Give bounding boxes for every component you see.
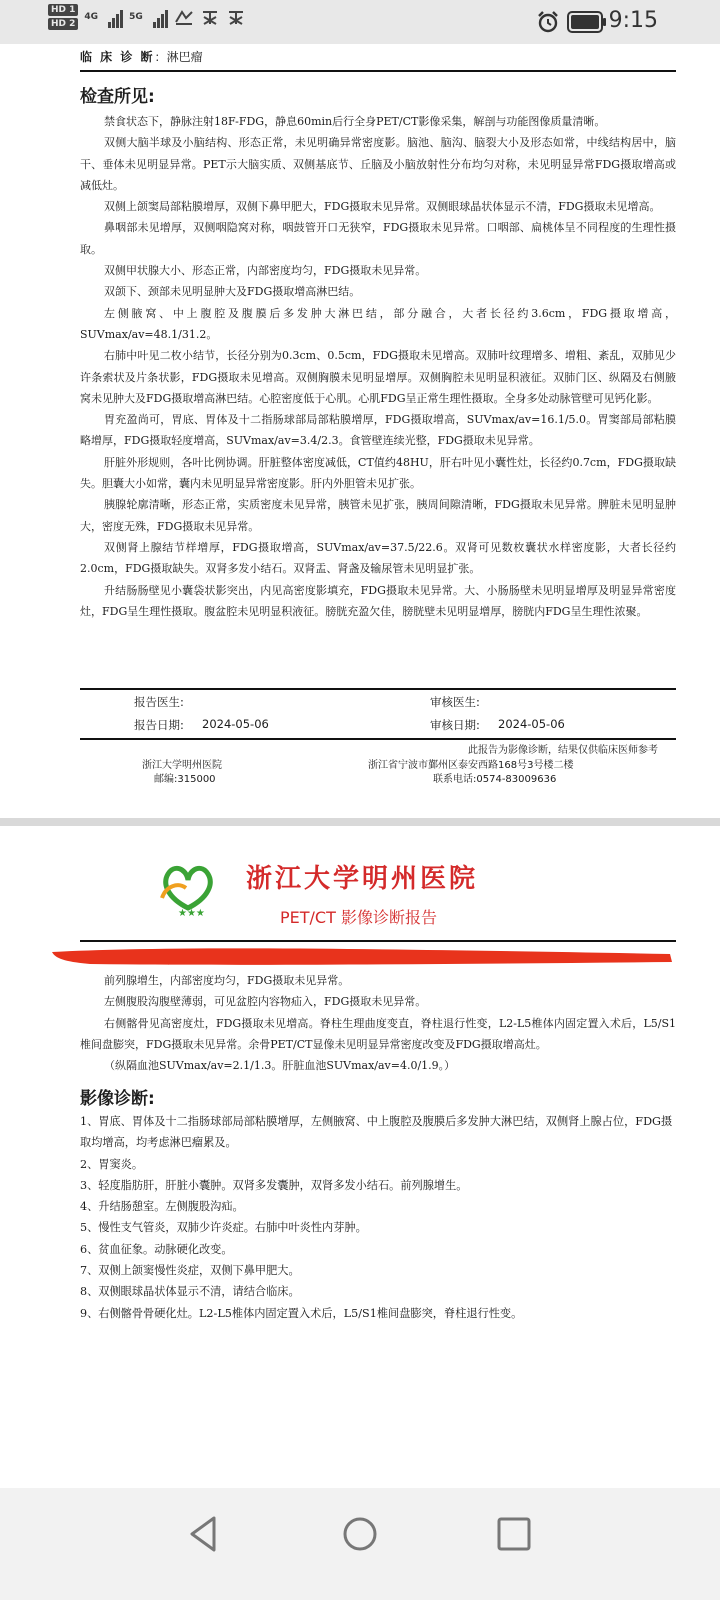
recents-icon[interactable] xyxy=(494,1514,534,1554)
redaction-mark xyxy=(50,942,676,968)
findings-paragraph: 双侧甲状腺大小、形态正常，内部密度均匀，FDG摄取未见异常。 xyxy=(104,264,427,278)
signal-icon xyxy=(153,6,168,28)
report-date-value: 2024-05-06 xyxy=(202,717,269,731)
blood-pool-note: （纵隔血池SUVmax/av=2.1/1.3。肝脏血池SUVmax/av=4.0/1.9。） xyxy=(104,1059,456,1073)
footer-hospital-name: 浙江大学明州医院 xyxy=(142,760,222,771)
clinical-diagnosis-line: 临 床 诊 断：淋巴瘤 xyxy=(80,48,676,72)
findings-paragraph: 右侧髂骨见高密度灶，FDG摄取未见增高。脊柱生理曲度变直，脊柱退行性变，L2-L5椎体内固定置入术后，L5/S1椎间盘膨突，FDG摄取未见异常。余骨PET/CT显像未见明显异常密度改变及FDG摄取增高灶。 xyxy=(80,1016,676,1051)
findings-paragraph: 禁食状态下，静脉注射18F-FDG，静息60min后行全身PET/CT影像采集，解剖与功能图像质量清晰。 xyxy=(104,115,606,128)
disclaimer-note: 此报告为影像诊断，结果仅供临床医师参考 xyxy=(468,745,658,756)
hd1-badge: HD 1 xyxy=(48,4,78,16)
hospital-logo-icon xyxy=(158,858,218,918)
findings-paragraph: 双颌下、颈部未见明显肿大及FDG摄取增高淋巴结。 xyxy=(104,285,361,299)
findings-paragraph: 前列腺增生，内部密度均匀，FDG摄取未见异常。 xyxy=(104,974,350,987)
battery-icon xyxy=(567,11,607,33)
findings-paragraph: 右肺中叶见二枚小结节，长径分别为0.3cm、0.5cm，FDG摄取未见增高。双肺叶纹理增多、增粗、紊乱，双肺见少许条索状及片条状影，FDG摄取未见增高。双侧胸膜未见明显增厚。双侧胸腔未见明显积液征。双肺门区、纵隔及右侧腋窝未见肿大及FDG摄取增高淋巴结。心腔密度低于心肌。心肌FDG呈正常生理性摄取。全身多处动脉管壁可见钙化影。 xyxy=(80,349,676,405)
network-5g-label: 5G xyxy=(129,12,143,22)
findings-paragraph: 胰腺轮廓清晰，形态正常，实质密度未见异常，胰管未见扩张，胰周间隙清晰，FDG摄取未见异常。脾脏未见明显肿大，密度无殊，FDG摄取未见异常。 xyxy=(80,498,676,533)
clinical-diagnosis-value: 淋巴瘤 xyxy=(166,50,203,64)
status-bar xyxy=(0,0,720,44)
diagnosis-item: 9、右侧髂骨骨硬化灶。L2-L5椎体内固定置入术后，L5/S1椎间盘膨突，脊柱退行性变。 xyxy=(80,1306,523,1320)
hd2-badge: HD 2 xyxy=(48,18,78,30)
network-indicators xyxy=(48,4,246,30)
alarm-icon xyxy=(536,10,560,34)
diagnosis-item: 7、双侧上颌窦慢性炎症，双侧下鼻甲肥大。 xyxy=(80,1264,300,1278)
diagnosis-item: 6、贫血征象。动脉硬化改变。 xyxy=(80,1242,233,1256)
findings-paragraph: 左侧腹股沟腹壁薄弱，可见盆腔内容物疝入，FDG摄取未见异常。 xyxy=(104,995,427,1009)
findings-paragraph: 双侧大脑半球及小脑结构、形态正常，未见明确异常密度影。脑池、脑沟、脑裂大小及形态如常，中线结构居中，脑干、垂体未见明显异常。PET示大脑实质、双侧基底节、丘脑及小脑放射性分布均匀对称，未见明显异常FDG摄取增高或减低灶。 xyxy=(80,136,676,192)
hospital-name: 浙江大学明州医院 xyxy=(246,864,479,894)
clinical-diagnosis-label: 临 床 诊 断 xyxy=(80,50,155,64)
report-title: PET/CT 影像诊断报告 xyxy=(280,908,437,927)
diagnosis-item: 8、双侧眼球晶状体显示不清，请结合临床。 xyxy=(80,1285,300,1299)
app-notification-icon xyxy=(174,8,194,26)
system-navigation-bar xyxy=(0,1488,720,1600)
review-date-label: 审核日期: xyxy=(430,718,480,732)
footer-postcode: 邮编:315000 xyxy=(154,774,216,785)
findings-paragraph: 肝脏外形规则，各叶比例协调。肝脏整体密度减低，CT值约48HU，肝右叶见小囊性灶，长径约0.7cm，FDG摄取缺失。胆囊大小如常，囊内未见明显异常密度影。肝内外胆管未见扩张。 xyxy=(80,455,676,491)
signal-icon xyxy=(108,6,123,28)
app-notification-icon xyxy=(200,8,220,26)
back-icon[interactable] xyxy=(184,1514,224,1554)
findings-heading: 检查所见: xyxy=(80,87,155,107)
footer-address: 浙江省宁波市鄞州区泰安西路168号3号楼二楼 xyxy=(368,760,574,771)
hd-badges xyxy=(48,4,78,30)
home-icon[interactable] xyxy=(340,1514,380,1554)
review-date-value: 2024-05-06 xyxy=(498,717,565,731)
clock-time: 9:15 xyxy=(608,8,658,33)
diagnosis-item: 4、升结肠憩室。左侧腹股沟疝。 xyxy=(80,1200,244,1214)
findings-paragraph: 双侧上颌窦局部粘膜增厚，双侧下鼻甲肥大，FDG摄取未见异常。双侧眼球晶状体显示不清，FDG摄取未见增高。 xyxy=(104,200,661,214)
report-date-label: 报告日期: xyxy=(134,718,184,732)
signature-block xyxy=(80,688,676,740)
diagnosis-section xyxy=(80,1084,676,1324)
review-doctor-label: 审核医生: xyxy=(430,695,480,709)
page-divider xyxy=(0,818,720,826)
diagnosis-heading: 影像诊断: xyxy=(80,1089,155,1109)
findings-paragraph: 双侧肾上腺结节样增厚，FDG摄取增高，SUVmax/av=37.5/22.6。双肾可见数枚囊状水样密度影，大者长径约2.0cm，FDG摄取缺失。双肾多发小结石。双肾盂、肾盏及输尿管未见明显扩张。 xyxy=(80,540,676,576)
findings-section xyxy=(80,82,676,622)
findings-paragraph: 鼻咽部未见增厚，双侧咽隐窝对称，咽鼓管开口无狭窄，FDG摄取未见异常。口咽部、扁桃体呈不同程度的生理性摄取。 xyxy=(80,221,676,256)
svg-text:★★★: ★★★ xyxy=(178,908,205,918)
diagnosis-item: 1、胃底、胃体及十二指肠球部局部粘膜增厚，左侧腋窝、中上腹腔及腹膜后多发肿大淋巴结，双侧肾上腺占位，FDG摄取均增高，均考虑淋巴瘤累及。 xyxy=(80,1115,673,1150)
findings-paragraph: 左侧腋窝、中上腹腔及腹膜后多发肿大淋巴结，部分融合，大者长径约3.6cm，FDG摄取增高，SUVmax/av=48.1/31.2。 xyxy=(80,306,676,341)
diagnosis-item: 2、胃窦炎。 xyxy=(80,1157,144,1171)
network-4g-label: 4G xyxy=(84,12,99,22)
diagnosis-item: 3、轻度脂肪肝，肝脏小囊肿。双肾多发囊肿，双肾多发小结石。前列腺增生。 xyxy=(80,1178,468,1192)
diagnosis-item: 5、慢性支气管炎，双肺少许炎症。右肺中叶炎性内芽肿。 xyxy=(80,1221,367,1235)
findings-continued xyxy=(80,970,676,1076)
findings-paragraph: 升结肠肠壁见小囊袋状影突出，内见高密度影填充，FDG摄取未见异常。大、小肠肠壁未见明显增厚及明显异常密度灶，FDG呈生理性摄取。腹盆腔未见明显积液征。膀胱充盈欠佳，膀胱壁未见明显增厚，膀胱内FDG呈生理性浓聚。 xyxy=(80,583,676,618)
app-notification-icon xyxy=(226,8,246,26)
report-doctor-label: 报告医生: xyxy=(134,695,184,709)
footer-phone: 联系电话:0574-83009636 xyxy=(433,774,557,785)
findings-paragraph: 胃充盈尚可，胃底、胃体及十二指肠球部局部粘膜增厚，FDG摄取增高，SUVmax/av=16.1/5.0。胃窦部局部粘膜略增厚，FDG摄取轻度增高，SUVmax/av=3.4/2.3。食管壁连续光整，FDG摄取未见异常。 xyxy=(80,413,676,448)
